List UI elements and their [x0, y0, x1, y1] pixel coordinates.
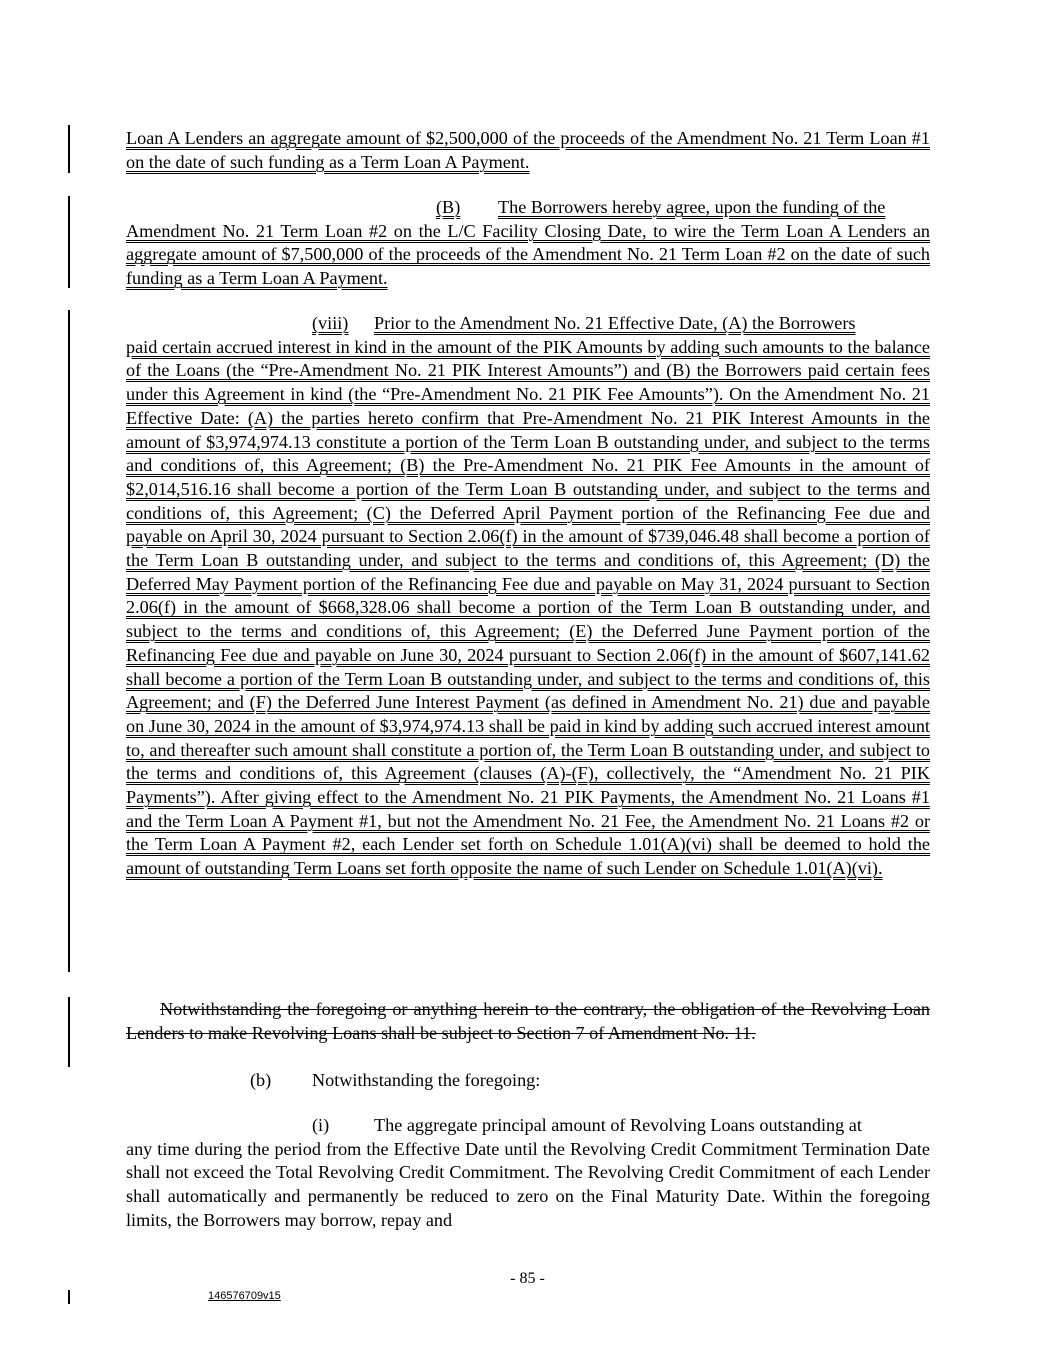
change-bar: [68, 196, 70, 288]
paragraph-b: [126, 196, 930, 291]
paragraph-label: (B): [436, 197, 461, 217]
inserted-text: paid certain accrued interest in kind in the amount of the PIK Amounts by adding such amounts to the balance of the Loans (the “Pre-Amendment No. 21 PIK Interest Amounts”) and (B) the Borrowers paid certain fees under this Agreement in kind (the “Pre-Amendment No. 21 PIK Fee Amounts”). On the Amendment No. 21 Effective Date: (A) the parties hereto confirm that Pre-Amendment No. 21 PIK Interest Amounts in the amount of $3,974,974.13 constitute a portion of the Term Loan B outstanding under, and subject to the terms and conditions of, this Agreement; (B) the Pre-Amendment No. 21 PIK Fee Amounts in the amount of $2,014,516.16 shall become a portion of the Term Loan B outstanding under, and subject to the terms and conditions of, this Agreement; (C) the Deferred April Payment portion of the Refinancing Fee due and payable on April 30, 2024 pursuant to Section 2.06(f) in the amount of $739,046.48 shall become a portion of the Term Loan B outstanding under, and subject to the terms and conditions of, this Agreement; (D) the Deferred May Payment portion of the Refinancing Fee due and payable on May 31, 2024 pursuant to Section 2.06(f) in the amount of $668,328.06 shall become a portion of the Term Loan B outstanding under, and subject to the terms and conditions of, this Agreement; (E) the Deferred June Payment portion of the Refinancing Fee due and payable on June 30, 2024 pursuant to Section 2.06(f) in the amount of $607,141.62 shall become a portion of the Term Loan B outstanding under, and subject to the terms and conditions of, this Agreement; and (F) the Deferred June Interest Payment (as defined in Amendment No. 21) due and payable on June 30, 2024 in the amount of $3,974,974.13 shall be paid in kind by adding such accrued interest amount to, and thereafter such amount shall constitute a portion of, the Term Loan B outstanding under, and subject to the terms and conditions of, this Agreement (clauses (A)-(F), collectively, the “Amendment No. 21 PIK Payments”). After giving effect to the Amendment No. 21 PIK Payments, the Amendment No. 21 Loans #1 and the Term Loan A Payment #1, but not the Amendment No. 21 Fee, the Amendment No. 21 Loans #2 or the Term Loan A Payment #2, each Lender set forth on Schedule 1.01(A)(vi) shall be deemed to hold the amount of outstanding Term Loans set forth opposite the name of such Lender on Schedule 1.01(A)(vi).: [126, 336, 930, 879]
paragraph-b-lower: [126, 1069, 930, 1093]
change-bar: [68, 125, 70, 173]
change-bar: [68, 997, 70, 1067]
inserted-text: Prior to the Amendment No. 21 Effective Date, (A) the Borrowers: [374, 313, 856, 333]
paragraph-i: [126, 1114, 930, 1233]
inserted-text: Amendment No. 21 Term Loan #2 on the L/C Facility Closing Date, to wire the Term Loan A Lenders an aggregate amount of $7,500,000 of the proceeds of the Amendment No. 21 Term Loan #2 on the date of such funding as a Term Loan A Payment.: [126, 220, 930, 289]
change-bar: [68, 310, 70, 972]
change-bar: [68, 1290, 70, 1304]
paragraph-a-continued: [126, 127, 930, 174]
paragraph-viii: [126, 312, 930, 881]
paragraph-text: The aggregate principal amount of Revolving Loans outstanding at: [374, 1115, 862, 1135]
deleted-text: Notwithstanding the foregoing or anything herein to the contrary, the obligation of the Revolving Loan Lenders to make Revolving Loans shall be subject to Section 7 of Amendment No. 11.: [126, 999, 930, 1043]
deleted-paragraph: [126, 998, 930, 1045]
paragraph-text: any time during the period from the Effective Date until the Revolving Credit Commitment Termination Date shall not exceed the Total Revolving Credit Commitment. The Revolving Credit Commitment of each Lender shall automatically and permanently be reduced to zero on the Final Maturity Date. Within the foregoing limits, the Borrowers may borrow, repay and: [126, 1138, 930, 1230]
paragraph-label: (b): [250, 1070, 272, 1090]
inserted-text: Loan A Lenders an aggregate amount of $2,500,000 of the proceeds of the Amendment No. 21 Term Loan #1 on the date of such funding as a Term Loan A Payment.: [126, 128, 930, 172]
document-id: 146576709v15: [208, 1290, 281, 1302]
inserted-text: The Borrowers hereby agree, upon the funding of the: [498, 197, 886, 217]
paragraph-label: (i): [312, 1115, 330, 1135]
page-number: - 85 -: [510, 1270, 545, 1287]
paragraph-label: (viii): [312, 313, 349, 333]
paragraph-text: Notwithstanding the foregoing:: [312, 1070, 541, 1090]
